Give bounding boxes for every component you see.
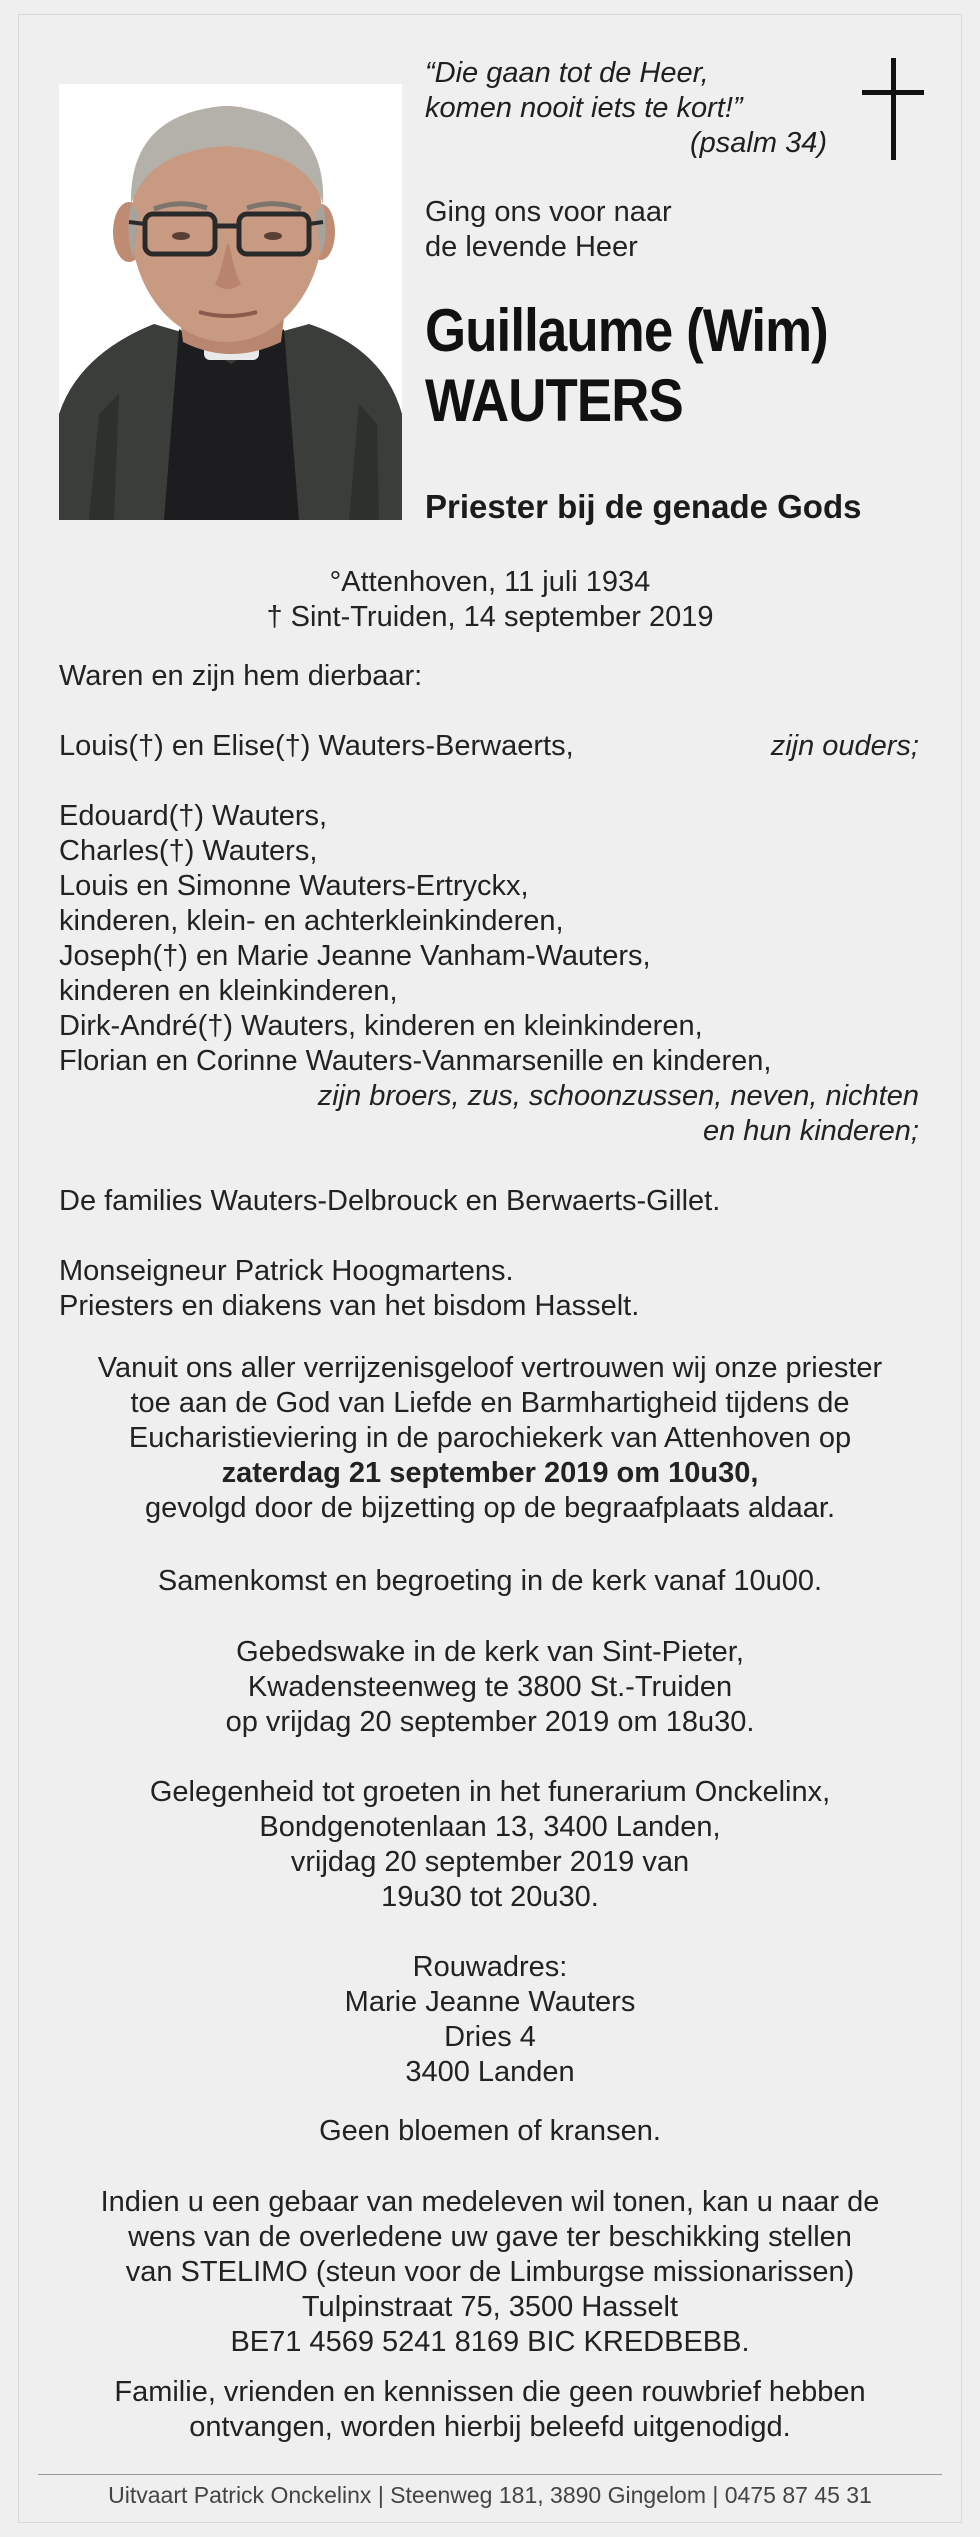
- viewing-line: Gelegenheid tot groeten in het funerarium Onckelinx,: [149, 1776, 831, 1808]
- ceremony-line: Eucharistieviering in de parochiekerk van Attenhoven op: [128, 1422, 852, 1454]
- sibling-line: kinderen en kleinkinderen,: [59, 975, 398, 1007]
- siblings-role-line-2: en hun kinderen;: [702, 1115, 919, 1147]
- viewing-notice: [0, 1775, 980, 1915]
- closing-line: Familie, vrienden en kennissen die geen rouwbrief hebben: [114, 2376, 866, 2408]
- donation-line: BE71 4569 5241 8169 BIC KREDBEBB.: [230, 2326, 750, 2358]
- gathering-notice: Samenkomst en begroeting in de kerk vanaf 10u00.: [157, 1565, 823, 1597]
- mourning-address: [0, 1950, 980, 2090]
- viewing-line: Bondgenotenlaan 13, 3400 Landen,: [259, 1811, 721, 1843]
- address-line: Marie Jeanne Wauters: [344, 1986, 636, 2018]
- vigil-line: Kwadensteenweg te 3800 St.-Truiden: [247, 1671, 733, 1703]
- closing-notice: [0, 2375, 980, 2445]
- sibling-line: Louis en Simonne Wauters-Ertryckx,: [59, 870, 529, 902]
- priest-portrait-image: [59, 84, 402, 520]
- viewing-line: 19u30 tot 20u30.: [381, 1881, 599, 1913]
- quote-line-1: “Die gaan tot de Heer,: [425, 57, 709, 89]
- death-date: † Sint-Truiden, 14 september 2019: [266, 601, 714, 633]
- donation-notice: [0, 2185, 980, 2360]
- clergy-line-2: Priesters en diakens van het bisdom Hasselt.: [59, 1290, 640, 1322]
- quote-line-2: komen nooit iets te kort!”: [425, 92, 743, 124]
- ceremony-line: toe aan de God van Liefde en Barmhartigheid tijdens de: [130, 1387, 850, 1419]
- portrait-photo: [59, 84, 402, 520]
- vigil-notice: [0, 1635, 980, 1740]
- ceremony-line: gevolgd door de bijzetting op de begraafplaats aldaar.: [144, 1492, 836, 1524]
- siblings-role-line-1: zijn broers, zus, schoonzussen, neven, nichten: [317, 1080, 919, 1112]
- vigil-line: op vrijdag 20 september 2019 om 18u30.: [225, 1706, 755, 1738]
- ceremony-date: zaterdag 21 september 2019 om 10u30,: [221, 1457, 759, 1489]
- sibling-line: Edouard(†) Wauters,: [59, 800, 328, 832]
- family-heading: Waren en zijn hem dierbaar:: [59, 660, 423, 692]
- sibling-line: Charles(†) Wauters,: [59, 835, 318, 867]
- address-line: 3400 Landen: [405, 2056, 575, 2088]
- donation-line: van STELIMO (steun voor de Limburgse missionarissen): [125, 2256, 855, 2288]
- address-line: Dries 4: [444, 2021, 536, 2053]
- vigil-line: Gebedswake in de kerk van Sint-Pieter,: [236, 1636, 744, 1668]
- funeral-home-footer: Uitvaart Patrick Onckelinx | Steenweg 181, 3890 Gingelom | 0475 87 45 31: [108, 2482, 872, 2508]
- subtitle: Priester bij de genade Gods: [425, 488, 862, 525]
- intro-line-1: Ging ons voor naar: [425, 196, 672, 228]
- clergy-line-1: Monseigneur Patrick Hoogmartens.: [59, 1255, 514, 1287]
- sibling-line: kinderen, klein- en achterkleinkinderen,: [59, 905, 564, 937]
- no-flowers-notice: Geen bloemen of kransen.: [319, 2115, 661, 2147]
- psalm-quote: [425, 56, 845, 161]
- closing-line: ontvangen, worden hierbij beleefd uitgenodigd.: [189, 2411, 791, 2443]
- last-name: WAUTERS: [425, 367, 683, 434]
- deceased-name: [425, 296, 828, 436]
- extended-families: De families Wauters-Delbrouck en Berwaerts-Gillet.: [59, 1185, 721, 1217]
- ceremony-line: Vanuit ons aller verrijzenisgeloof vertrouwen wij onze priester: [97, 1352, 883, 1384]
- parents-role: zijn ouders;: [770, 730, 919, 762]
- donation-line: Tulpinstraat 75, 3500 Hasselt: [301, 2291, 679, 2323]
- footer-divider: [38, 2474, 942, 2475]
- donation-line: Indien u een gebaar van medeleven wil tonen, kan u naar de: [100, 2186, 880, 2218]
- sibling-line: Joseph(†) en Marie Jeanne Vanham-Wauters,: [59, 940, 651, 972]
- intro-line-2: de levende Heer: [425, 231, 638, 263]
- first-name: Guillaume (Wim): [425, 297, 828, 364]
- family-list: [59, 659, 919, 1324]
- birth-death-dates: [0, 565, 980, 635]
- ceremony-notice: [0, 1351, 980, 1526]
- viewing-line: vrijdag 20 september 2019 van: [290, 1846, 690, 1878]
- donation-line: wens van de overledene uw gave ter beschikking stellen: [128, 2221, 852, 2253]
- quote-reference: (psalm 34): [690, 127, 827, 159]
- birth-date: °Attenhoven, 11 juli 1934: [329, 566, 651, 598]
- cross-icon: [862, 58, 924, 160]
- intro-text: [425, 195, 672, 265]
- sibling-line: Dirk-André(†) Wauters, kinderen en kleinkinderen,: [59, 1010, 703, 1042]
- sibling-line: Florian en Corinne Wauters-Vanmarsenille en kinderen,: [59, 1045, 772, 1077]
- address-line: Rouwadres:: [412, 1951, 568, 1983]
- parents-names: Louis(†) en Elise(†) Wauters-Berwaerts,: [59, 730, 574, 762]
- parents-row: [59, 729, 919, 764]
